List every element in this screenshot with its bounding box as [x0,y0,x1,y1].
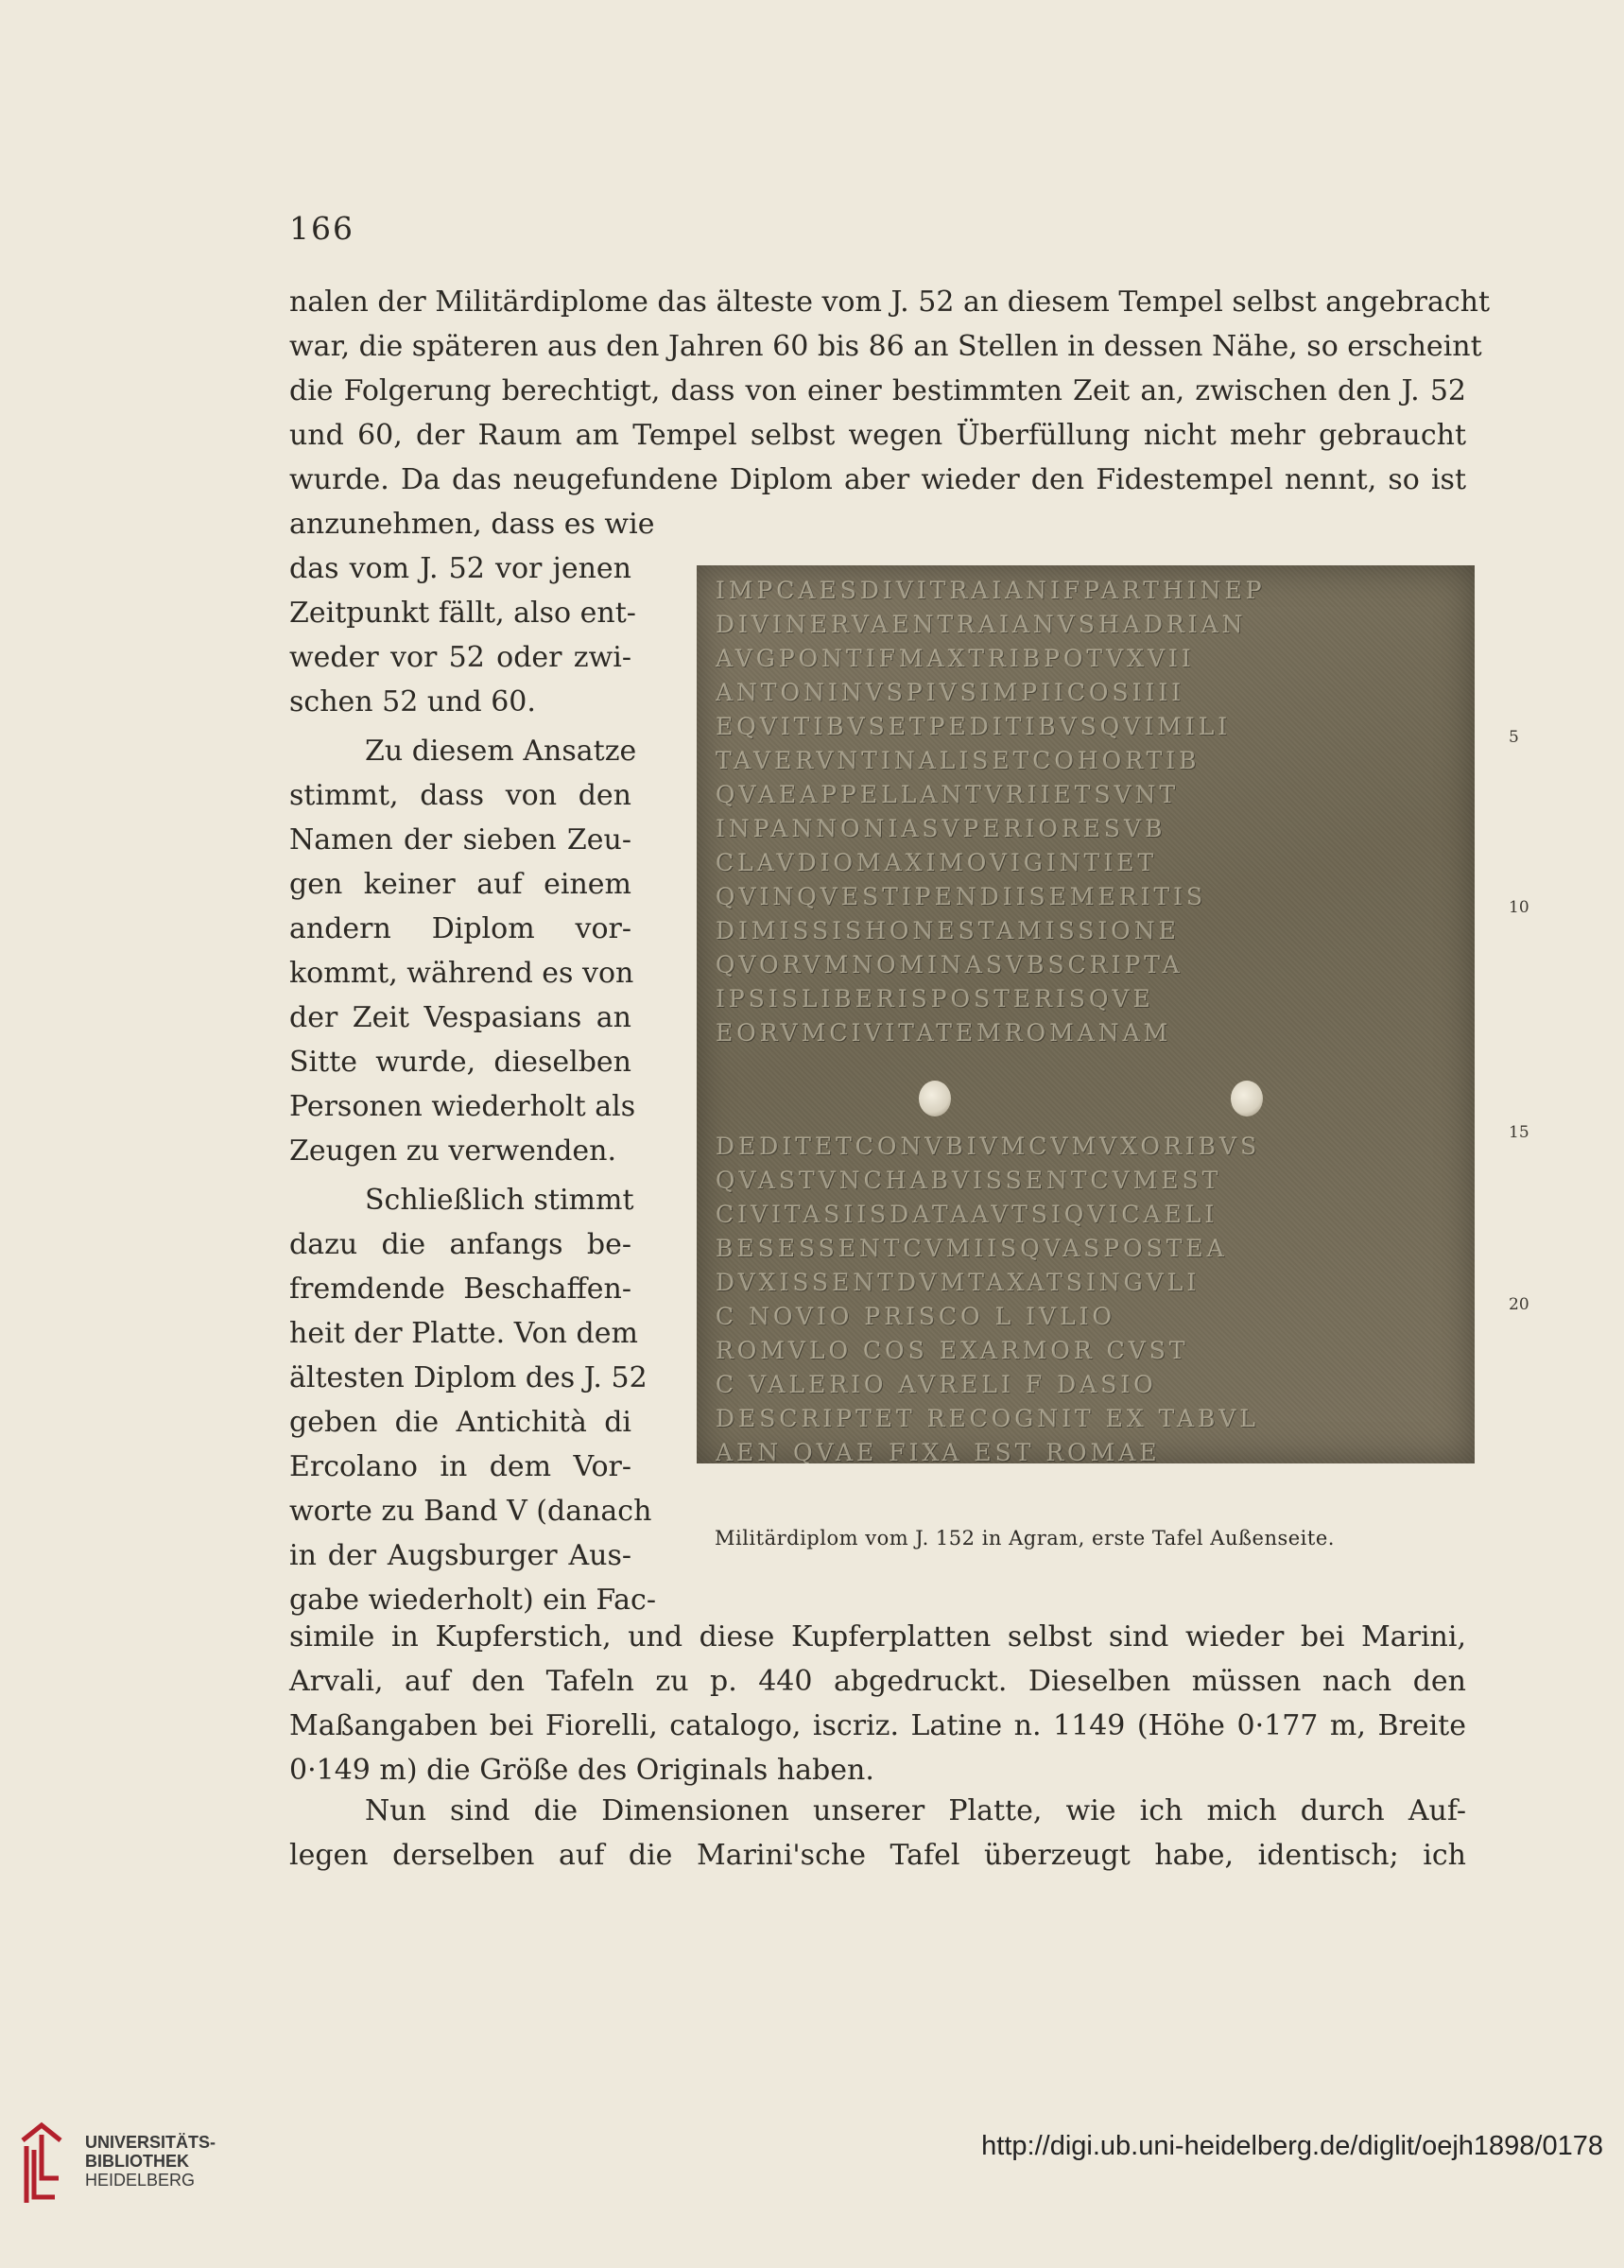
text-line: wurde. Da das neugefundene Diplom aber wieder den Fidestempel nennt, so ist [289,463,1466,496]
text-line: Nun sind die Dimensionen unserer Platte, wie ich mich durch Auf- [365,1794,1466,1827]
text-line: in der Augsburger Aus- [289,1539,631,1572]
text-line: weder vor 52 oder zwi- [289,641,631,674]
text-line: andern Diplom vor- [289,912,631,945]
logo-text: UNIVERSITÄTS- [85,2133,216,2152]
text-line: das vom J. 52 vor jenen [289,552,631,585]
text-line: Zu diesem Ansatze [365,735,637,768]
diploma-plate-photo: IMPCAESDIVITRAIANIFPARTHINEP DIVINERVAENTRAIANVSHADRIAN AVGPONTIFMAXTRIBPOTVXVII ANTONINVSPIVSIMPIICOSIIII EQVITIBVSETPEDITIBVSQVIMILI TAVERVNTINALISETCOHORTIB QVAEAPPELLANTVRIIETSVNT INPANNONIASVPERIORESVB CLAVDIOMAXIMOVIGINTIET QVINQVESTIPENDIISEMERITIS DIMISSISHONESTAMISSIONE QVORVMNOMINASVBSCRIPTA IPSISLIBERISPOSTERISQVE EORVMCIVITATEMROMANAM DEDITETCONVBIVMCVMVXORIBVS QVASTVNCHABVISSENTCVMEST CIVITASIISDATAAVTSIQVICAELI BESESSENTCVMIISQVASPOSTEA DVXISSENTDVMTAXATSINGVLI C NOVIO PRISCO L IVLIO ROMVLO COS EXARMOR CVST C VALERIO AVRELI F DASIO DESCRIPTET RECOGNIT EX TABVL AEN QVAE FIXA EST ROMAE [697,565,1475,1463]
text-line: Sitte wurde, dieselben [289,1046,631,1079]
rivet-hole [1231,1081,1263,1117]
footer [0,2118,1624,2268]
logo-text: BIBLIOTHEK [85,2152,189,2171]
text-line: nalen der Militärdiplome das älteste vom J. 52 an diesem Tempel selbst angebracht [289,286,1491,319]
text-line: worte zu Band V (danach [289,1495,652,1528]
logo-text: HEIDELBERG [85,2171,196,2190]
text-line: dazu die anfangs be- [289,1228,631,1261]
text-line: anzunehmen, dass es wie [289,508,655,541]
text-line: ältesten Diplom des J. 52 [289,1361,648,1394]
text-line: gabe wiederholt) ein Fac- [289,1584,656,1617]
figure-caption: Militärdiplom vom J. 152 in Agram, erste Tafel Außenseite. [715,1527,1335,1550]
text-line: kommt, während es von [289,957,634,990]
text-line: fremdende Beschaffen- [289,1273,631,1306]
text-line: gen keiner auf einem [289,868,631,901]
library-logo-icon [17,2121,66,2207]
line-number: 20 [1509,1295,1529,1314]
text-line: die Folgerung berechtigt, dass von einer bestimmten Zeit an, zwischen den J. 52 [289,374,1466,407]
text-line: war, die späteren aus den Jahren 60 bis 86 an Stellen in dessen Nähe, so erscheint [289,330,1482,363]
text-line: Maßangaben bei Fiorelli, catalogo, iscriz. Latine n. 1149 (Höhe 0·177 m, Breite [289,1709,1466,1742]
line-number: 15 [1509,1123,1529,1142]
page-number: 166 [289,210,354,247]
line-number: 10 [1509,898,1529,917]
text-line: Zeitpunkt fällt, also ent- [289,597,636,630]
text-line: schen 52 und 60. [289,685,536,718]
text-line: 0·149 m) die Größe des Originals haben. [289,1754,874,1787]
source-url-link[interactable]: http://digi.ub.uni-heidelberg.de/diglit/oejh1898/0178 [981,2131,1603,2161]
text-line: legen derselben auf die Marini'sche Tafel überzeugt habe, identisch; ich [289,1839,1466,1872]
text-line: der Zeit Vespasians an [289,1001,631,1034]
text-line: simile in Kupferstich, und diese Kupferplatten selbst sind wieder bei Marini, [289,1620,1466,1653]
rivet-hole [919,1081,951,1117]
text-line: geben die Antichità di [289,1406,631,1439]
text-line: stimmt, dass von den [289,779,631,812]
text-line: Personen wiederholt als [289,1090,636,1123]
text-line: Ercolano in dem Vor- [289,1450,631,1483]
line-number: 5 [1509,728,1519,747]
text-line: Schließlich stimmt [365,1184,634,1217]
text-line: heit der Platte. Von dem [289,1317,638,1350]
text-line: Namen der sieben Zeu- [289,823,631,857]
text-line: Zeugen zu verwenden. [289,1134,617,1168]
text-line: Arvali, auf den Tafeln zu p. 440 abgedruckt. Dieselben müssen nach den [289,1665,1466,1698]
text-line: und 60, der Raum am Tempel selbst wegen Überfüllung nicht mehr gebraucht [289,419,1466,452]
